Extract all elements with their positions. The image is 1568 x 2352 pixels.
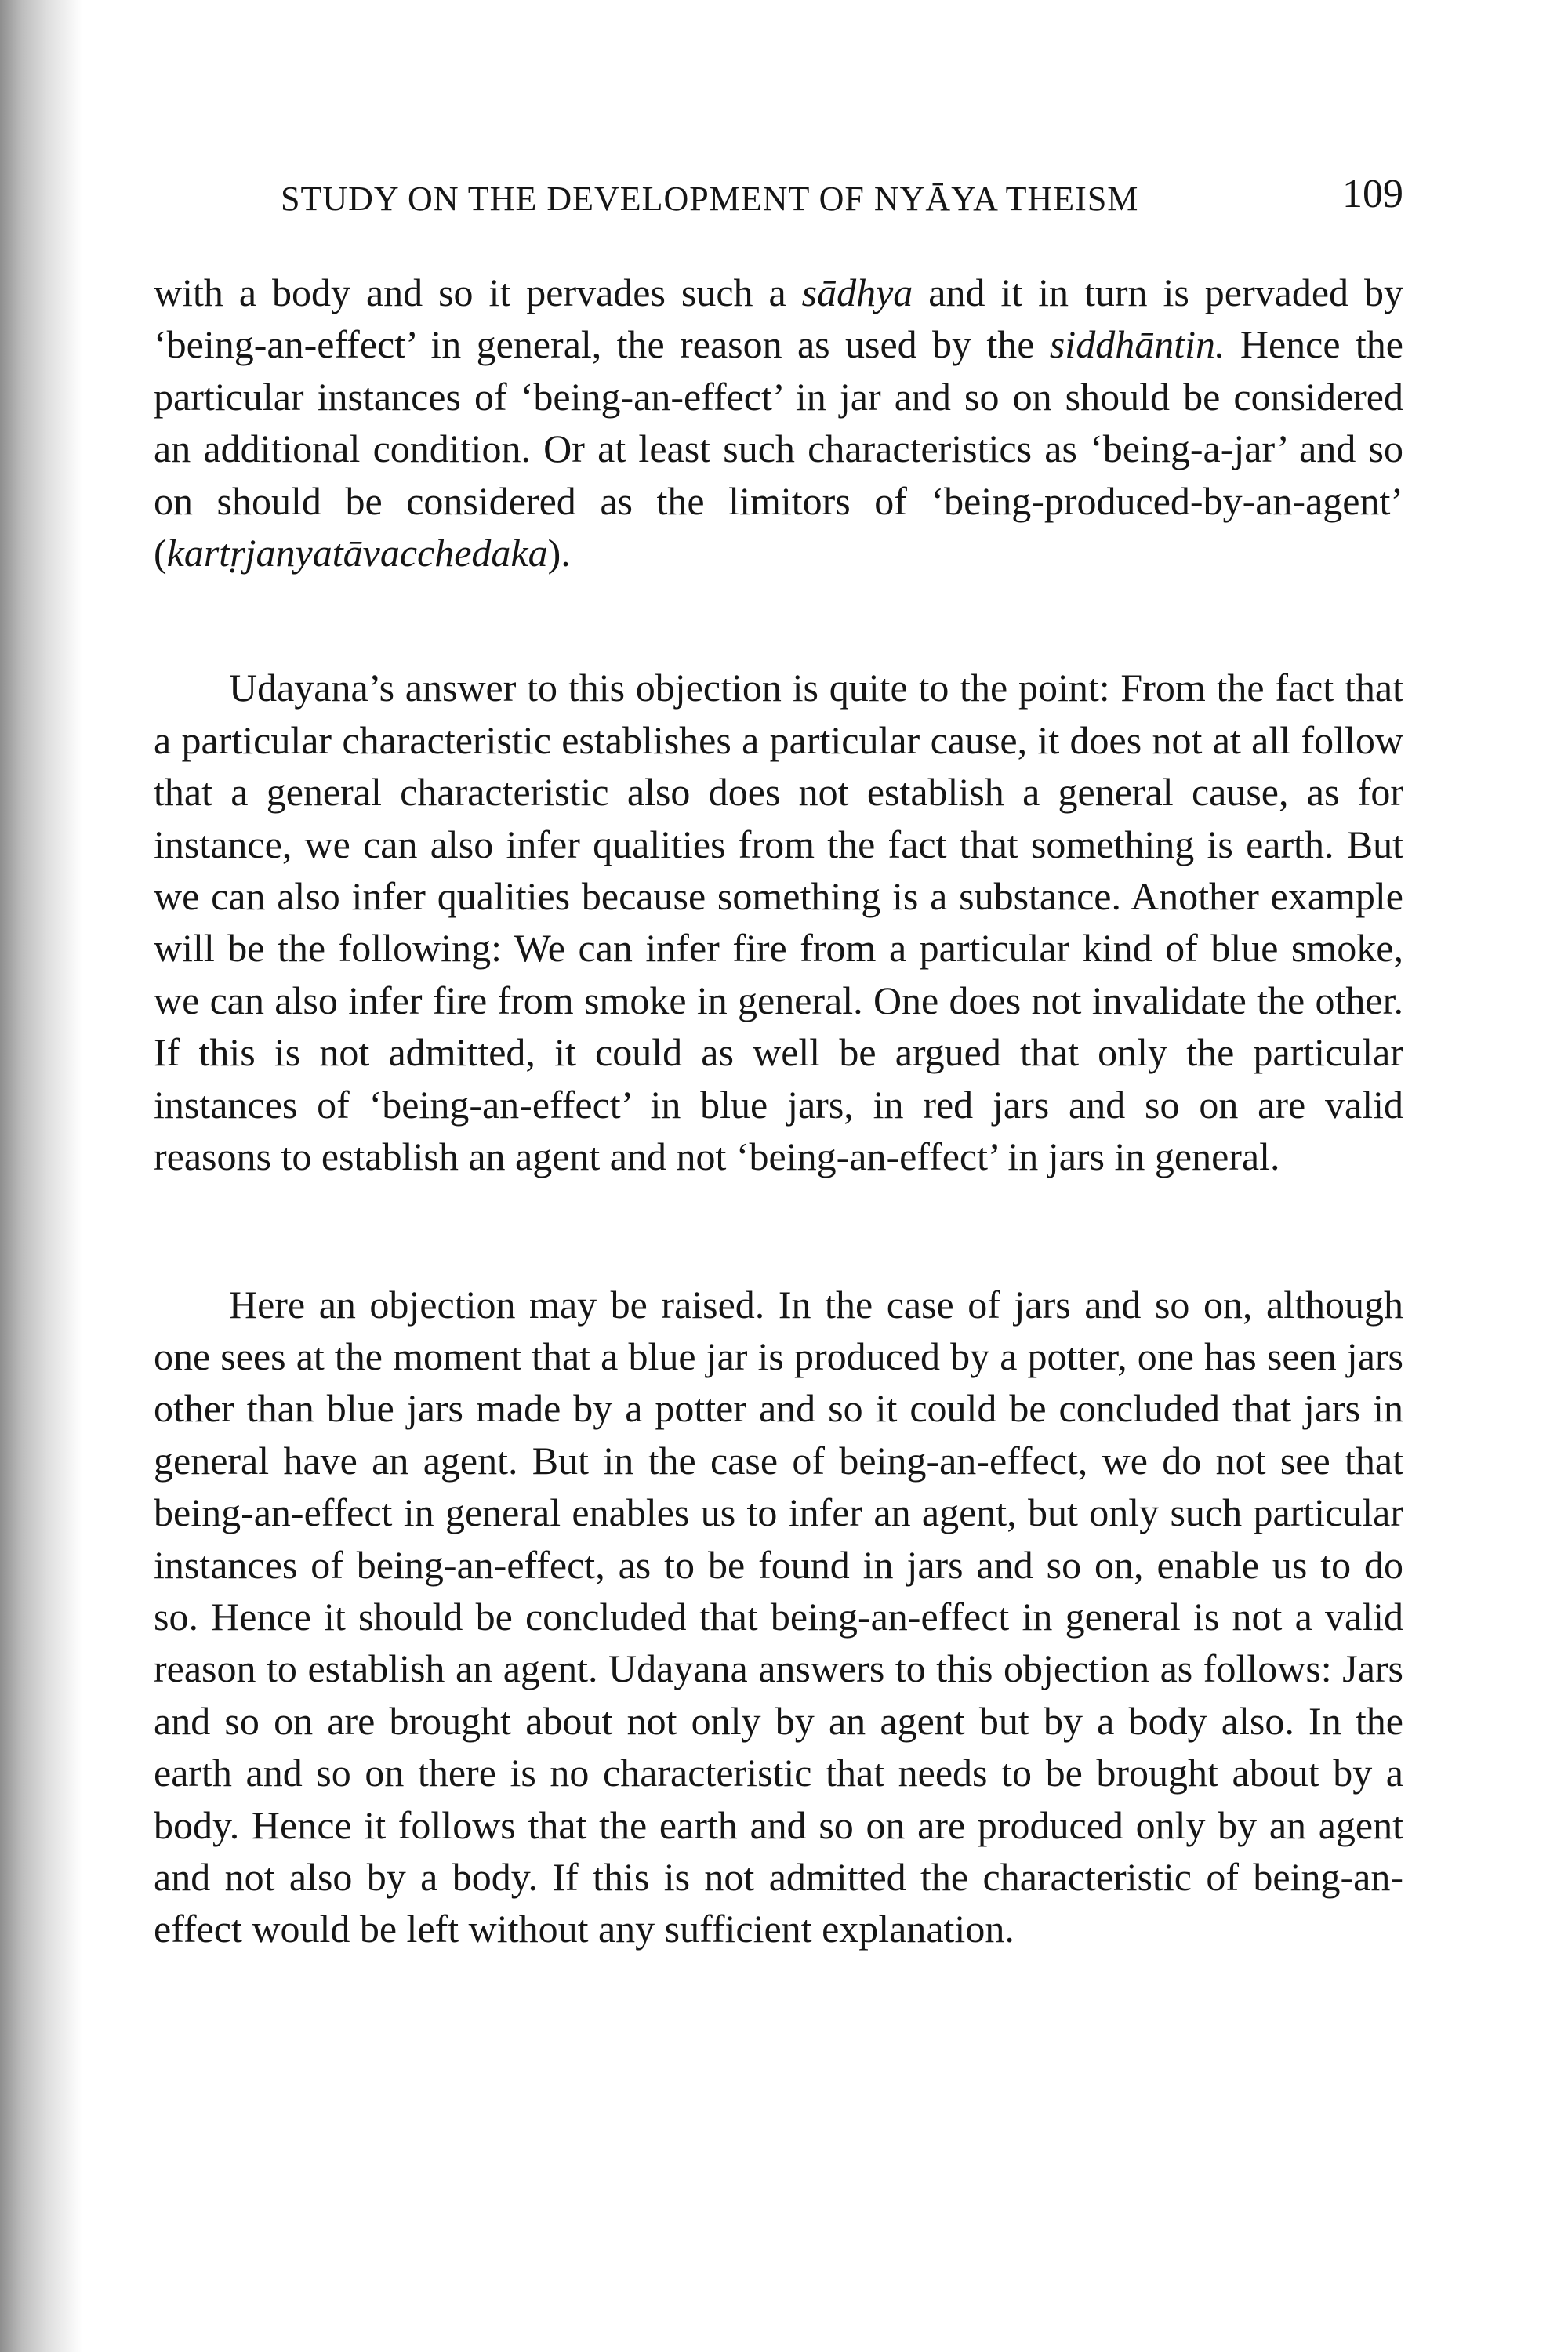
paragraph-2: Udayana’s answer to this objection is quite to the point: From the fact that a particular characteristic establishes a particular cause, it does not at all follow that a general characteristic also does not establish a general cause, as for instance, we can also infer qualities from the fact that something is earth. But we can also infer qualities because something is a substance. Another example will be the following: We can infer fire from a particular kind of blue smoke, we can also infer fire from smoke in general. One does not invalidate the other. If this is not admitted, it could as well be argued that only the particular instances of ‘being-an-effect’ in blue jars, in red jars and so on are valid reasons to establish an agent and not ‘being-an-effect’ in jars in general. — [154, 666, 1403, 1179]
paragraph-3: Here an objection may be raised. In the case of jars and so on, although one sees at the moment that a blue jar is produced by a potter, one has seen jars other than blue jars made by a potter and so it could be concluded that jars in general have an agent. But in the case of being-an-effect, we do not see that being-an-effect in general enables us to infer an agent, but only such particular instances of being-an-effect, as to be found in jars and so on, enable us to do so. Hence it should be concluded that being-an-effect in general is not a valid reason to establish an agent. Udayana answers to this objection as follows: Jars and so on are brought about not only by an agent but by a body also. In the earth and so on there is no characteristic that needs to be brought about by a body. Hence it follows that the earth and so on are produced only by an agent and not also by a body. If this is not admitted the characteristic of being-an-effect would be left without any sufficient explanation. — [154, 1282, 1403, 1951]
paragraph-1-text-a: with a body and so it pervades such a — [154, 270, 802, 314]
paragraph-1-text-d: ). — [547, 531, 571, 575]
paragraph-1-text-b: and it in turn is pervaded by ‘being-an-effect’ in general, the reason as used by the — [154, 270, 1403, 367]
term-siddhantin: siddhāntin. — [1049, 322, 1225, 367]
book-page — [154, 171, 1403, 1955]
term-sadhya: sādhya — [801, 270, 913, 314]
paragraph-1 — [154, 267, 1403, 579]
running-head: STUDY ON THE DEVELOPMENT OF NYĀYA THEISM — [281, 180, 1139, 218]
page-header — [154, 171, 1403, 226]
term-kartrjanyatavacchedaka: kartṛjanyatāvacchedaka — [166, 531, 548, 575]
scan-shadow-edge — [0, 0, 82, 2352]
body-text — [154, 267, 1403, 1955]
paragraph-1-text-c: Hence the particular instances of ‘being-an-effect’ in jar and so on should be considered an additional condition. Or at least such characteristics as ‘being-a-jar’ and so on should be considered as the limitors of ‘being-produced-by-an-agent’ ( — [154, 322, 1403, 575]
page-number: 109 — [1342, 172, 1403, 216]
